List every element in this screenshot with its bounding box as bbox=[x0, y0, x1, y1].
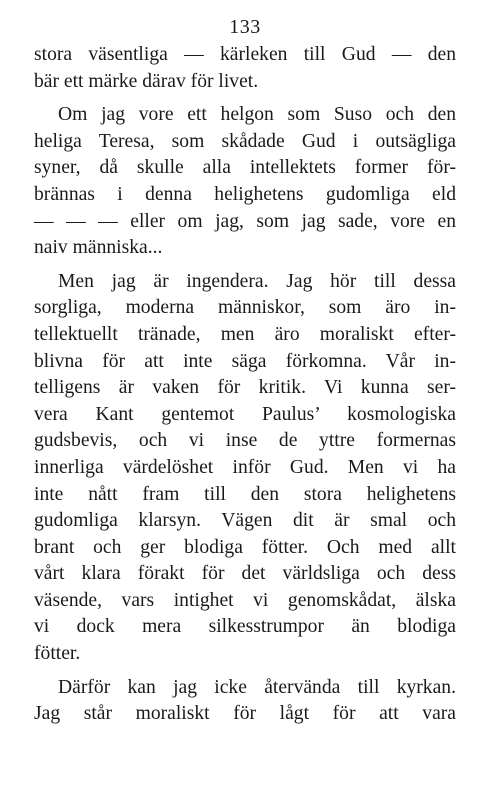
text-line: vi dock mera silkesstrumpor än blodiga bbox=[34, 616, 456, 638]
text-line: vera Kant gentemot Paulus’ kosmologiska bbox=[34, 403, 456, 425]
text-line: Därför kan jag icke återvända till kyrkan. bbox=[58, 676, 456, 698]
text-line: heliga Teresa, som skådade Gud i outsägliga bbox=[34, 130, 456, 152]
text-line: telligens är vaken för kritik. Vi kunna ser- bbox=[34, 377, 456, 399]
text-line: — — — eller om jag, som jag sade, vore en bbox=[34, 210, 456, 232]
text-line: Men jag är ingendera. Jag hör till dessa bbox=[58, 270, 456, 292]
text-line: naiv människa... bbox=[34, 237, 163, 259]
text-line: blivna för att inte säga förkomna. Vår in- bbox=[34, 350, 456, 372]
text-line: sorgliga, moderna människor, som äro in- bbox=[34, 297, 456, 319]
text-line: gudomliga klarsyn. Vägen dit är smal och bbox=[34, 510, 456, 532]
text-line: syner, då skulle alla intellektets former för- bbox=[34, 157, 456, 179]
page-number: 133 bbox=[229, 16, 261, 38]
text-line: brant och ger blodiga fötter. Och med allt bbox=[34, 536, 456, 558]
text-line: tellektuellt tränade, men äro moraliskt efter- bbox=[34, 323, 456, 345]
text-line: Jag står moraliskt för lågt för att vara bbox=[34, 703, 456, 725]
text-line: inte nått fram till den stora helighetens bbox=[34, 483, 456, 505]
book-page bbox=[34, 14, 456, 728]
text-line: gudsbevis, och vi inse de yttre formernas bbox=[34, 430, 456, 452]
text-line: väsende, vars intighet vi genomskådat, älska bbox=[34, 589, 456, 611]
text-line: innerliga värdelöshet inför Gud. Men vi ha bbox=[34, 456, 456, 478]
paragraph bbox=[34, 102, 456, 262]
paragraph bbox=[34, 675, 456, 728]
text-line: bär ett märke därav för livet. bbox=[34, 70, 259, 92]
text-line: vårt klara förakt för det världsliga och dess bbox=[34, 563, 456, 585]
page-text bbox=[34, 42, 456, 728]
paragraph bbox=[34, 269, 456, 668]
text-line: Om jag vore ett helgon som Suso och den bbox=[58, 104, 456, 126]
text-line: stora väsentliga — kärleken till Gud — den bbox=[34, 44, 456, 65]
text-line: fötter. bbox=[34, 643, 81, 665]
text-line: brännas i denna helighetens gudomliga eld bbox=[34, 183, 456, 205]
paragraph bbox=[34, 42, 456, 95]
